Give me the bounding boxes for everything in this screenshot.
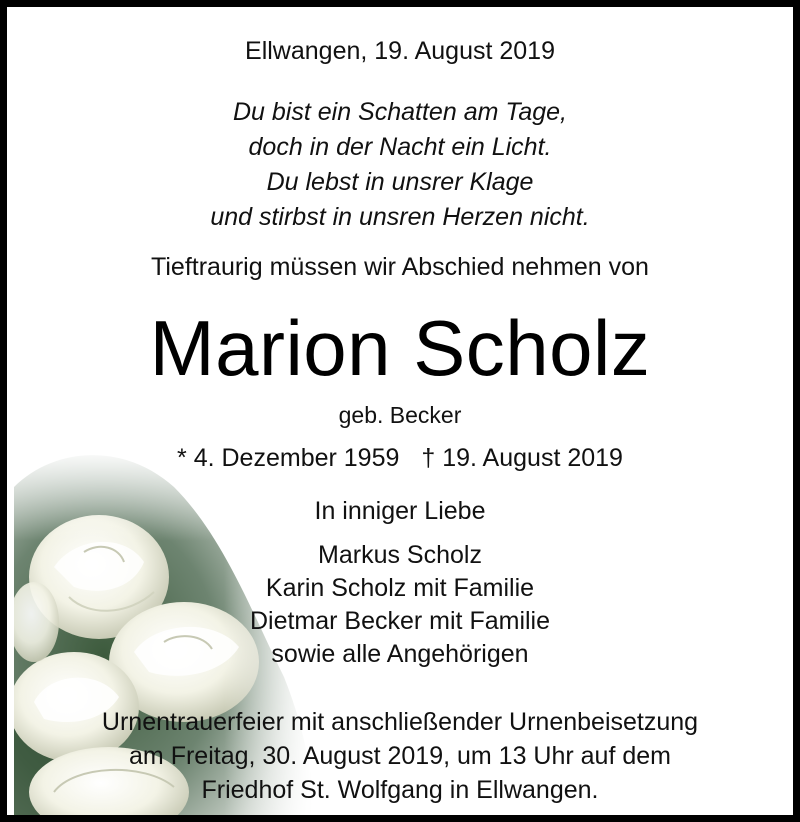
poem	[7, 95, 793, 235]
mourners-list	[7, 539, 793, 671]
place-date: Ellwangen, 19. August 2019	[245, 37, 555, 65]
mourner: Markus Scholz	[318, 541, 482, 569]
notice-line: am Freitag, 30. August 2019, um 13 Uhr auf dem	[129, 742, 671, 770]
mourner: Karin Scholz mit Familie	[265, 574, 535, 602]
mourner: sowie alle Angehörigen	[271, 640, 529, 668]
notice-line: Friedhof St. Wolfgang in Ellwangen.	[201, 776, 599, 804]
birth-date: * 4. Dezember 1959	[177, 444, 400, 472]
mourner: Dietmar Becker mit Familie	[249, 607, 551, 635]
life-dates	[7, 444, 793, 473]
notice-line: Urnentrauerfeier mit anschließender Urnenbeisetzung	[101, 708, 699, 736]
maiden-name: geb. Becker	[338, 402, 462, 428]
funeral-notice	[7, 705, 793, 807]
poem-line: Du bist ein Schatten am Tage,	[233, 98, 567, 126]
poem-line: Du lebst in unsrer Klage	[266, 168, 534, 196]
poem-line: und stirbst in unsren Herzen nicht.	[210, 203, 590, 231]
death-date: † 19. August 2019	[421, 444, 623, 472]
poem-line: doch in der Nacht ein Licht.	[248, 133, 552, 161]
love-line: In inniger Liebe	[314, 497, 486, 525]
deceased-name: Marion Scholz	[149, 304, 651, 392]
intro-text: Tieftraurig müssen wir Abschied nehmen von	[151, 253, 649, 281]
